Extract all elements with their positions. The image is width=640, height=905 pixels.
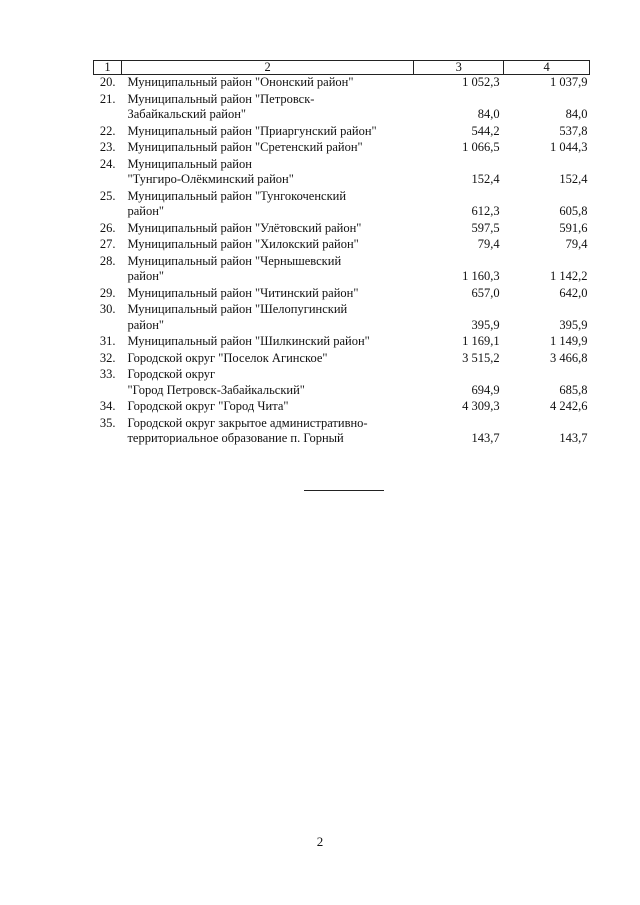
- row-name: Городской округ закрытое административно- территориальное образование п. Горный: [127, 415, 368, 445]
- row-name: Муниципальный район "Хилокский район": [127, 237, 359, 251]
- row-name: Муниципальный район "Приаргунский район": [127, 123, 377, 138]
- row-value-col4: 79,4: [565, 237, 588, 251]
- row-value-col4: 84,0: [565, 107, 588, 121]
- table-row: [94, 237, 590, 254]
- row-value-col4: 537,8: [559, 123, 588, 138]
- row-number: 33.: [99, 367, 116, 381]
- row-value-col3: 143,7: [471, 431, 500, 445]
- table-row: [94, 124, 590, 141]
- row-name: Муниципальный район "Тунгиро-Олёкминский район": [127, 156, 294, 186]
- table-row: [94, 286, 590, 303]
- row-name: Муниципальный район "Шелопугинский район": [127, 302, 348, 332]
- row-name: Муниципальный район "Сретенский район": [127, 140, 363, 154]
- header-cell-1: 1: [94, 61, 122, 75]
- end-divider-line: [304, 490, 384, 491]
- row-value-col3: 544,2: [471, 123, 500, 138]
- table-row: [94, 189, 590, 221]
- row-value-col3: 84,0: [477, 107, 500, 121]
- page-number: 2: [316, 834, 324, 849]
- row-name: Муниципальный район "Ононский район": [127, 75, 354, 89]
- row-value-col4: 1 142,2: [550, 269, 588, 283]
- row-number: 34.: [99, 399, 116, 413]
- table-header-row: [94, 61, 590, 75]
- row-name: Муниципальный район "Читинский район": [127, 285, 359, 300]
- row-number: 25.: [99, 188, 116, 203]
- table-body: [94, 61, 590, 448]
- row-number: 31.: [99, 334, 116, 348]
- row-value-col4: 1 044,3: [550, 140, 588, 154]
- table-row: [94, 399, 590, 416]
- row-value-col3: 395,9: [471, 317, 500, 332]
- table-row: [94, 221, 590, 238]
- row-number: 23.: [99, 140, 116, 154]
- table-row: [94, 140, 590, 157]
- row-name: Муниципальный район "Петровск- Забайкальский район": [127, 91, 315, 121]
- row-name: Городской округ "Город Чита": [127, 399, 289, 413]
- row-value-col4: 605,8: [559, 204, 588, 218]
- row-name: Муниципальный район "Чернышевский район": [127, 253, 342, 283]
- row-number: 28.: [99, 253, 116, 268]
- row-value-col3: 612,3: [471, 204, 500, 218]
- row-value-col3: 4 309,3: [462, 399, 500, 413]
- row-number: 35.: [99, 415, 116, 430]
- row-number: 29.: [99, 285, 116, 300]
- table-row: [94, 157, 590, 189]
- row-value-col4: 1 037,9: [550, 75, 588, 89]
- row-value-col3: 79,4: [477, 237, 500, 251]
- row-name: Городской округ "Поселок Агинское": [127, 350, 328, 365]
- row-name: Городской округ "Город Петровск-Забайкальский": [127, 367, 305, 397]
- row-value-col3: 657,0: [471, 285, 500, 300]
- table-row: [94, 302, 590, 334]
- row-value-col3: 152,4: [471, 172, 500, 186]
- row-value-col3: 597,5: [471, 220, 500, 235]
- row-value-col4: 143,7: [559, 431, 588, 445]
- header-cell-4: 4: [504, 61, 590, 75]
- row-value-col3: 694,9: [471, 382, 500, 397]
- row-value-col4: 3 466,8: [550, 350, 588, 365]
- row-number: 20.: [99, 75, 116, 89]
- row-value-col4: 591,6: [559, 220, 588, 235]
- row-name: Муниципальный район "Тунгокоченский район": [127, 188, 347, 218]
- budget-table: [93, 60, 590, 448]
- row-number: 30.: [99, 302, 116, 316]
- row-number: 24.: [99, 156, 116, 171]
- row-value-col4: 685,8: [559, 382, 588, 397]
- row-name: Муниципальный район "Улётовский район": [127, 220, 362, 235]
- row-number: 32.: [99, 350, 116, 365]
- row-number: 22.: [99, 123, 116, 138]
- table-row: [94, 367, 590, 399]
- row-number: 21.: [99, 91, 116, 106]
- row-value-col3: 1 160,3: [462, 269, 500, 283]
- table-row: [94, 351, 590, 368]
- row-value-col4: 4 242,6: [550, 399, 588, 413]
- row-name: Муниципальный район "Шилкинский район": [127, 334, 370, 348]
- header-cell-2: 2: [121, 61, 413, 75]
- header-cell-3: 3: [414, 61, 504, 75]
- row-value-col4: 152,4: [559, 172, 588, 186]
- table-row: [94, 254, 590, 286]
- row-value-col3: 1 066,5: [462, 140, 500, 154]
- table-row: [94, 75, 590, 92]
- table-row: [94, 416, 590, 448]
- row-number: 27.: [99, 237, 116, 251]
- row-value-col4: 1 149,9: [550, 334, 588, 348]
- row-value-col4: 395,9: [559, 317, 588, 332]
- row-value-col3: 1 169,1: [462, 334, 500, 348]
- table-row: [94, 92, 590, 124]
- row-number: 26.: [99, 220, 116, 235]
- row-value-col3: 1 052,3: [462, 75, 500, 89]
- row-value-col4: 642,0: [559, 285, 588, 300]
- table-row: [94, 334, 590, 351]
- row-value-col3: 3 515,2: [462, 350, 500, 365]
